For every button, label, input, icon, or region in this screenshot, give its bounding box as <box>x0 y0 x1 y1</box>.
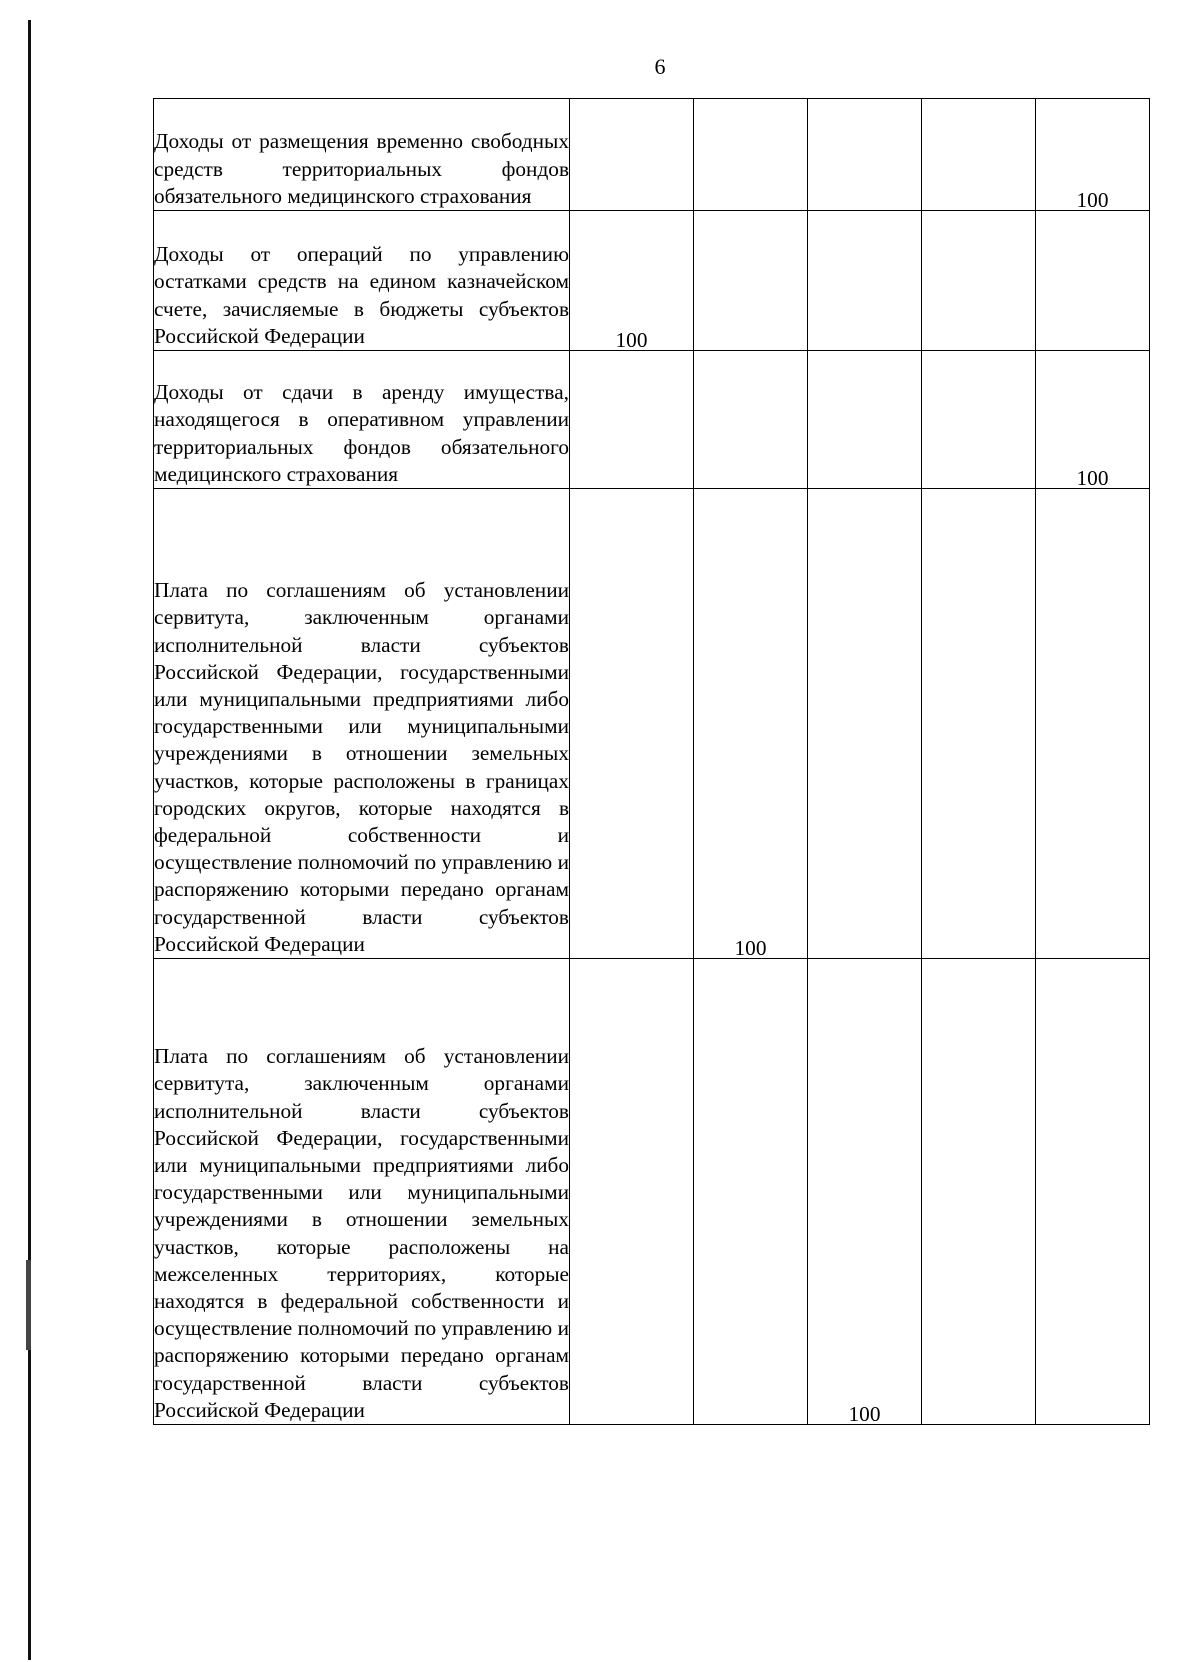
value-cell <box>922 99 1036 211</box>
value-cell <box>808 351 922 489</box>
value-cell: 100 <box>808 959 922 1425</box>
row-description: Плата по соглашениям об установлении сервитута, заключенным органами исполнительной власти субъектов Российской Федерации, государственными или муниципальными предприятиями либо государственными или муниципальными учреждениями в отношении земельных участков, которые расположены на межселенных территориях, которые находятся в федеральной собственности и осуществление полномочий по управлению и распоряжению которыми передано органам государственной власти субъектов Российской Федерации <box>154 959 570 1425</box>
value-cell <box>694 959 808 1425</box>
value-cell <box>570 489 694 959</box>
value-cell <box>570 99 694 211</box>
value-cell <box>694 211 808 351</box>
binding-edge-line <box>28 20 31 1660</box>
value-cell <box>1036 959 1150 1425</box>
value-cell <box>570 959 694 1425</box>
value-cell: 100 <box>1036 351 1150 489</box>
value-cell <box>922 489 1036 959</box>
value-cell <box>694 351 808 489</box>
value-cell: 100 <box>570 211 694 351</box>
revenue-distribution-table <box>153 98 1150 1425</box>
page-number: 6 <box>654 54 666 79</box>
table-row <box>154 99 1150 211</box>
table-row <box>154 959 1150 1425</box>
value-cell <box>922 351 1036 489</box>
value-cell <box>1036 211 1150 351</box>
row-description: Доходы от сдачи в аренду имущества, находящегося в оперативном управлении территориальных фондов обязательного медицинского страхования <box>154 351 570 489</box>
row-description: Доходы от размещения временно свободных средств территориальных фондов обязательного медицинского страхования <box>154 99 570 211</box>
table-row <box>154 351 1150 489</box>
value-cell <box>1036 489 1150 959</box>
value-cell <box>922 211 1036 351</box>
table-row <box>154 211 1150 351</box>
row-description: Плата по соглашениям об установлении сервитута, заключенным органами исполнительной власти субъектов Российской Федерации, государственными или муниципальными предприятиями либо государственными или муниципальными учреждениями в отношении земельных участков, которые расположены в границах городских округов, которые находятся в федеральной собственности и осуществление полномочий по управлению и распоряжению которыми передано органам государственной власти субъектов Российской Федерации <box>154 489 570 959</box>
value-cell <box>808 99 922 211</box>
value-cell: 100 <box>1036 99 1150 211</box>
value-cell <box>570 351 694 489</box>
binding-edge-mark <box>26 1260 31 1350</box>
value-cell <box>922 959 1036 1425</box>
row-description: Доходы от операций по управлению остатками средств на едином казначейском счете, зачисляемые в бюджеты субъектов Российской Федерации <box>154 211 570 351</box>
value-cell: 100 <box>694 489 808 959</box>
value-cell <box>808 489 922 959</box>
value-cell <box>694 99 808 211</box>
table-row <box>154 489 1150 959</box>
value-cell <box>808 211 922 351</box>
